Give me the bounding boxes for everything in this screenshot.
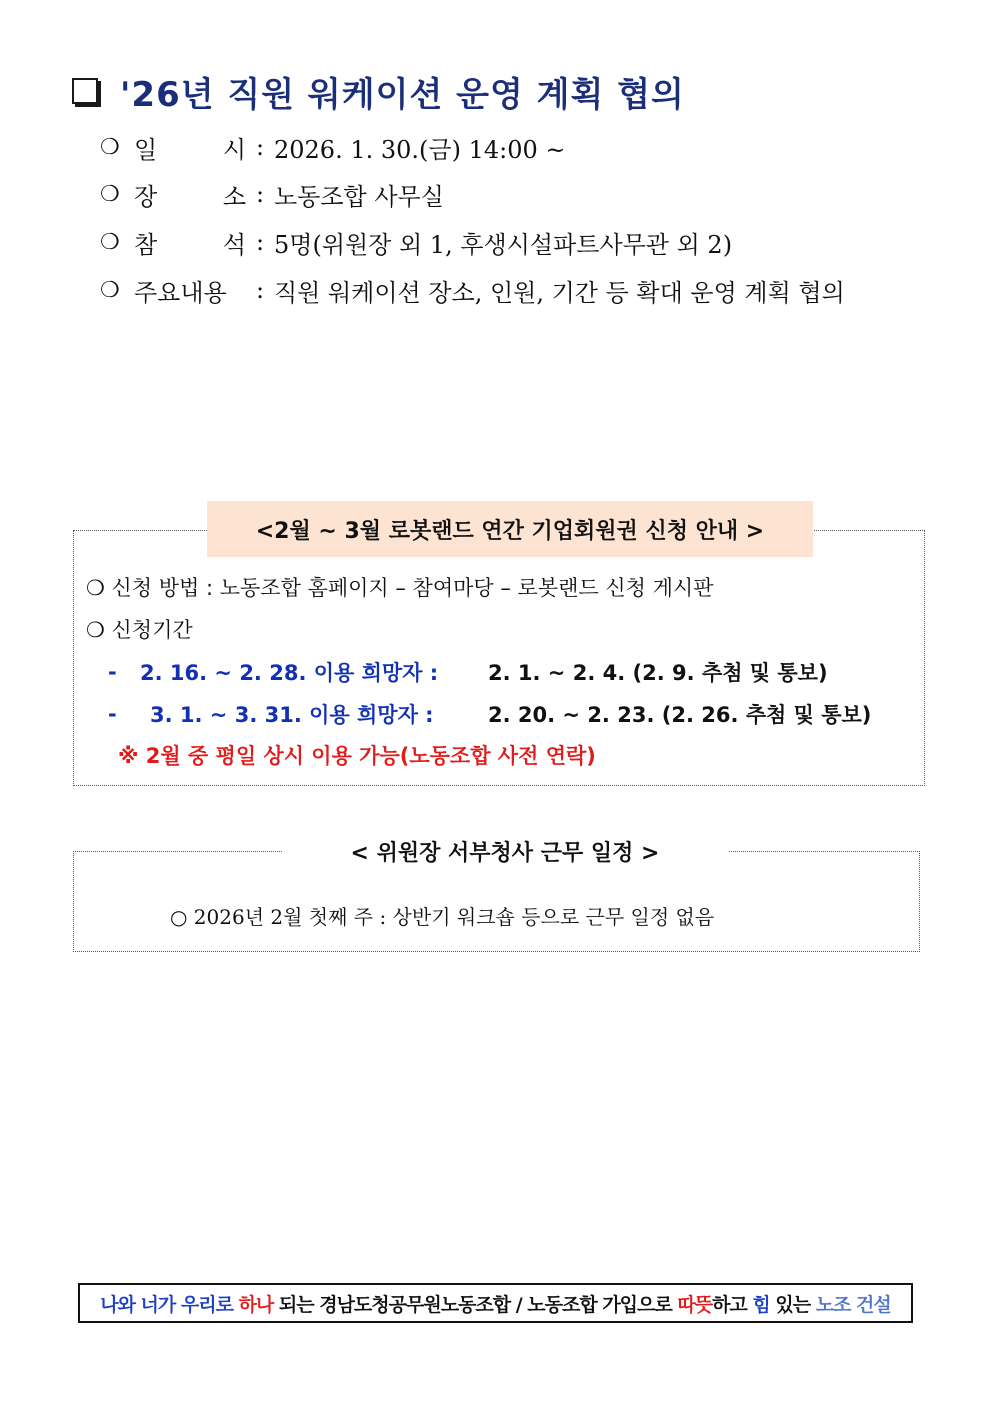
- robotland-notice-title: <2월 ~ 3월 로봇랜드 연간 기업회원권 신청 안내 >: [207, 501, 813, 557]
- colon: :: [255, 276, 265, 304]
- info-value: 5명(위원장 외 1, 후생시설파트사무관 외 2): [274, 230, 733, 259]
- info-label: 장 소: [134, 182, 246, 211]
- period-range: 3. 1. ~ 3. 31. 이용 희망자 :: [150, 703, 434, 727]
- slogan-part: 있는: [769, 1293, 816, 1316]
- info-row-attendees: [100, 224, 732, 260]
- colon: :: [255, 180, 265, 208]
- union-slogan-banner: [78, 1283, 913, 1323]
- slogan-part: 힘: [752, 1293, 770, 1316]
- info-label: 참 석: [134, 230, 246, 259]
- slogan-part: 하고: [712, 1293, 753, 1316]
- info-row-place: [100, 176, 444, 212]
- section1-title: '26년 직원 워케이션 운영 계획 협의: [120, 74, 685, 115]
- period-dates: 2. 20. ~ 2. 23. (2. 26. 추첨 및 통보): [488, 703, 872, 727]
- bullet-circle-icon: ❍: [100, 229, 120, 255]
- checkbox-square-icon: [72, 78, 98, 104]
- dash: -: [108, 702, 117, 726]
- colon: :: [255, 228, 265, 256]
- bullet-circle-icon: ❍: [100, 181, 120, 207]
- period-dates: 2. 1. ~ 2. 4. (2. 9. 추첨 및 통보): [488, 661, 828, 685]
- info-value: 노동조합 사무실: [274, 182, 444, 211]
- weekday-note: ※ 2월 중 평일 상시 이용 가능(노동조합 사전 연락): [118, 744, 596, 768]
- chairman-schedule-title: < 위원장 서부청사 근무 일정 >: [282, 828, 728, 874]
- colon: :: [255, 133, 265, 161]
- slogan-part: 따뜻: [677, 1293, 713, 1316]
- schedule-line: ○ 2026년 2월 첫째 주 : 상반기 워크숍 등으로 근무 일정 없음: [170, 904, 715, 929]
- slogan-part: 나와 너가 우리로: [100, 1293, 239, 1316]
- apply-period-label: ❍ 신청기간: [86, 618, 193, 642]
- slogan-part: 하나: [238, 1293, 274, 1316]
- slogan-part: 노조 건설: [815, 1293, 891, 1316]
- info-value: 2026. 1. 30.(금) 14:00 ~: [274, 135, 566, 164]
- period-range: 2. 16. ~ 2. 28. 이용 희망자 :: [140, 661, 439, 685]
- slogan-part: 되는 경남도청공무원노동조합 / 노동조합 가입으로: [273, 1293, 678, 1316]
- bullet-circle-icon: ❍: [100, 134, 120, 160]
- info-value: 직원 워케이션 장소, 인원, 기간 등 확대 운영 계획 협의: [274, 278, 845, 307]
- info-label: 일 시: [134, 135, 246, 164]
- apply-method: ❍ 신청 방법 : 노동조합 홈페이지 – 참여마당 – 로봇랜드 신청 게시판: [86, 576, 714, 600]
- period-line-2: [108, 697, 871, 731]
- info-label: 주요내용: [134, 278, 227, 307]
- bullet-circle-icon: ❍: [100, 277, 120, 303]
- dash: -: [108, 660, 117, 684]
- period-line-1: [108, 655, 828, 689]
- info-row-agenda: [100, 272, 845, 308]
- section1-header: [72, 66, 685, 116]
- info-row-time: [100, 129, 565, 165]
